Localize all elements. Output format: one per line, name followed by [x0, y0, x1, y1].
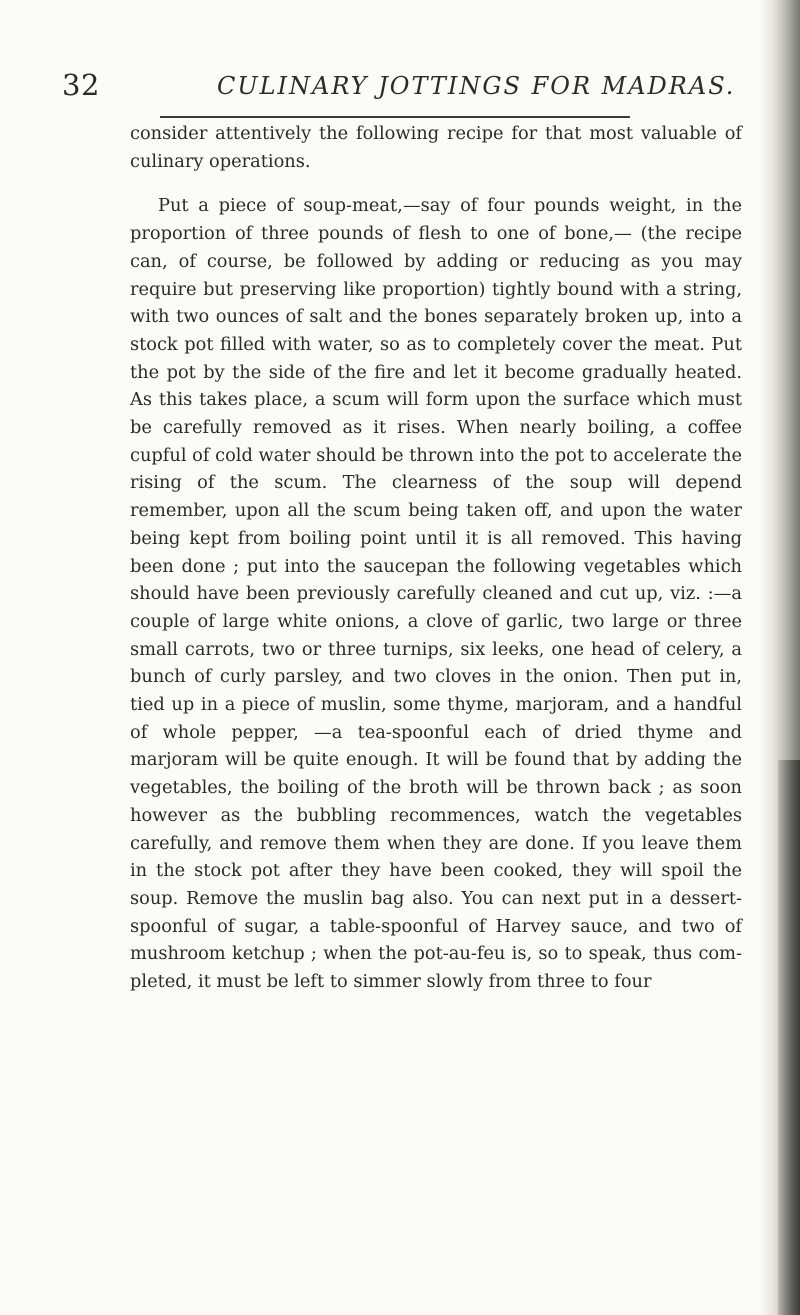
body-text [130, 120, 742, 996]
page-header [62, 68, 742, 108]
page-edge-binding [778, 760, 800, 1315]
paragraph-recipe: Put a piece of soup-meat,—say of four pounds weight, in the proportion of three pounds of flesh to one of bone,— (the recipe can, of course, be followed by adding or reducing as you may require but preserving like proportion) tightly bound with a string, with two ounces of salt and the bones separately broken up, into a stock pot filled with water, so as to completely cover the meat. Put the pot by the side of the fire and let it become gradually heated. As this takes place, a scum will form upon the surface which must be carefully removed as it rises. When nearly boiling, a coffee cupful of cold water should be thrown into the pot to accelerate the rising of the scum. The clearness of the soup will depend remember, upon all the scum being taken off, and upon the water being kept from boiling point until it is all removed. This having been done ; put into the saucepan the following vegetables which should have been previously carefully cleaned and cut up, viz. :—a couple of large white onions, a clove of garlic, two large or three small carrots, two or three turnips, six leeks, one head of celery, a bunch of curly parsley, and two cloves in the onion. Then put in, tied up in a piece of muslin, some thyme, marjoram, and a handful of whole pepper, —a tea-spoonful each of dried thyme and marjoram will be quite enough. It will be found that by adding the vegetables, the boiling of the broth will be thrown back ; as soon however as the bubbling recommences, watch the vegetables carefully, and remove them when they are done. If you leave them in the stock pot after they have been cooked, they will spoil the soup. Remove the muslin bag also. You can next put in a dessert-spoonful of sugar, a table-spoonful of Harvey sauce, and two of mushroom ketchup ; when the pot-au-feu is, so to speak, thus com- pleted, it must be left to simmer slowly from three to four [130, 195, 742, 993]
running-title: CULINARY JOTTINGS FOR MADRAS. [217, 72, 736, 100]
paragraph-continuation: consider attentively the following recipe for that most valuable of culinary operations. [130, 123, 742, 172]
page-number: 32 [62, 68, 100, 102]
header-rule [160, 116, 630, 118]
